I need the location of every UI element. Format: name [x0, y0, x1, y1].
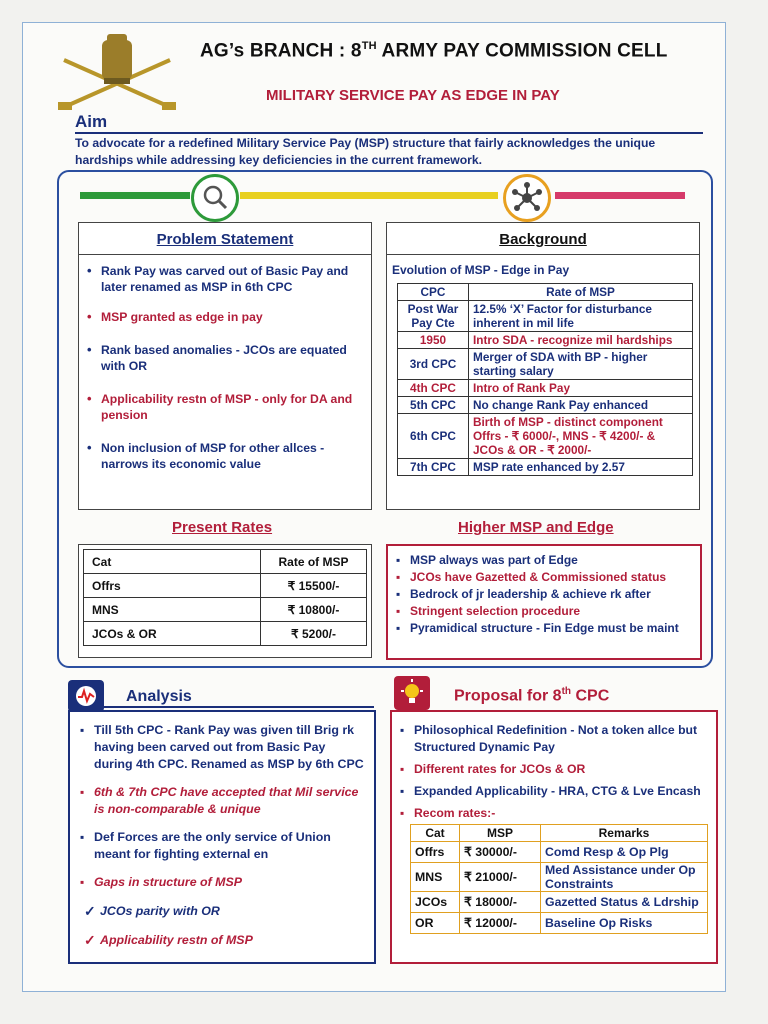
aim-heading: Aim [75, 112, 108, 131]
background-cpc: 5th CPC [398, 397, 469, 414]
recom-cat: JCOs [411, 892, 460, 913]
background-row [398, 380, 693, 397]
analysis-heading: Analysis [126, 688, 192, 705]
higher-msp-list [388, 546, 700, 636]
recom-msp: ₹ 12000/- [460, 913, 541, 934]
analysis-item: ▪ Till 5th CPC - Rank Pay was given till Brig rk having been carved out from Basic Pay during 4th CPC. Renamed as MSP by 6th CPC [78, 722, 366, 773]
aim-text: To advocate for a redefined Military Service Pay (MSP) structure that fairly acknowledges the unique hardships while addressing key deficiencies in the current framework. [75, 132, 703, 169]
rates-cat: JCOs & OR [84, 622, 261, 646]
higher-msp-item: ▪ JCOs have Gazetted & Commissioned status [394, 569, 694, 585]
green-band [80, 192, 190, 199]
recom-msp: ₹ 30000/- [460, 842, 541, 863]
document-subtitle: MILITARY SERVICE PAY AS EDGE IN PAY [266, 87, 560, 104]
problem-item: • Applicability restn of MSP - only for DA and pension [83, 391, 365, 423]
recom-rates-table [410, 824, 708, 934]
rates-value: ₹ 10800/- [261, 598, 367, 622]
background-rate: Merger of SDA with BP - higher starting salary [469, 349, 693, 380]
problem-list [79, 255, 371, 472]
higher-msp-item: ▪ Bedrock of jr leadership & achieve rk after [394, 586, 694, 602]
background-rate: Birth of MSP - distinct component Offrs - ₹ 6000/-, MNS - ₹ 4200/- & JCOs & OR - ₹ 2000/- [469, 414, 693, 459]
analysis-divider [68, 706, 374, 708]
col-remarks: Remarks [541, 825, 708, 842]
proposal-heading: Proposal for 8th CPC [454, 686, 610, 705]
recom-cat: OR [411, 913, 460, 934]
document-title: AG’s BRANCH : 8TH ARMY PAY COMMISSION CELL [200, 40, 668, 62]
col-msp: MSP [460, 825, 541, 842]
background-rate: MSP rate enhanced by 2.57 [469, 459, 693, 476]
recom-cat: Offrs [411, 842, 460, 863]
rates-row [84, 622, 367, 646]
recom-row [411, 913, 708, 934]
background-rate: Intro of Rank Pay [469, 380, 693, 397]
analysis-box [68, 710, 376, 964]
present-rates-table [83, 549, 367, 646]
problem-item: • Rank Pay was carved out of Basic Pay and later renamed as MSP in 6th CPC [83, 263, 365, 295]
background-row [398, 459, 693, 476]
background-rate: No change Rank Pay enhanced [469, 397, 693, 414]
proposal-list [392, 712, 716, 822]
higher-msp-item: ▪ Stringent selection procedure [394, 603, 694, 619]
rates-value: ₹ 15500/- [261, 574, 367, 598]
recom-cat: MNS [411, 863, 460, 892]
problem-statement-heading: Problem Statement [156, 231, 294, 248]
rates-cat: MNS [84, 598, 261, 622]
analysis-item: ✓ Applicability restn of MSP [78, 932, 366, 949]
background-cpc: 1950 [398, 332, 469, 349]
present-rates-box [78, 544, 372, 658]
recom-remarks: Med Assistance under Op Constraints [541, 863, 708, 892]
background-cpc: 7th CPC [398, 459, 469, 476]
army-emblem-icon [52, 30, 182, 115]
analysis-item: ✓ JCOs parity with OR [78, 903, 366, 920]
recom-remarks: Gazetted Status & Ldrship [541, 892, 708, 913]
search-icon [191, 174, 239, 222]
rates-row [84, 598, 367, 622]
rates-row [84, 574, 367, 598]
analysis-item: ▪ 6th & 7th CPC have accepted that Mil service is non-comparable & unique [78, 784, 366, 818]
rates-value: ₹ 5200/- [261, 622, 367, 646]
col-cat: Cat [411, 825, 460, 842]
problem-statement-box [78, 222, 372, 510]
background-row [398, 397, 693, 414]
proposal-box [390, 710, 718, 964]
background-cpc: 3rd CPC [398, 349, 469, 380]
problem-item: • Rank based anomalies - JCOs are equated with OR [83, 342, 365, 374]
recom-row [411, 892, 708, 913]
present-rates-heading: Present Rates [172, 519, 273, 536]
col-rate-of-msp: Rate of MSP [261, 550, 367, 574]
recom-remarks: Baseline Op Risks [541, 913, 708, 934]
yellow-band [240, 192, 498, 199]
problem-item: • MSP granted as edge in pay [83, 309, 365, 325]
higher-msp-item: ▪ Pyramidical structure - Fin Edge must be maint [394, 620, 694, 636]
analysis-item: ▪ Def Forces are the only service of Union meant for fighting external en [78, 829, 366, 863]
background-row [398, 332, 693, 349]
analysis-item: ▪ Gaps in structure of MSP [78, 874, 366, 891]
pink-band [555, 192, 685, 199]
proposal-item: ▪ Recom rates:- [398, 805, 708, 822]
col-cat: Cat [84, 550, 261, 574]
background-box [386, 222, 700, 510]
proposal-item: ▪ Different rates for JCOs & OR [398, 761, 708, 778]
recom-remarks: Comd Resp & Op Plg [541, 842, 708, 863]
proposal-item: ▪ Expanded Applicability - HRA, CTG & Lve Encash [398, 783, 708, 800]
background-row [398, 349, 693, 380]
higher-msp-heading: Higher MSP and Edge [458, 519, 614, 536]
background-heading: Background [499, 231, 587, 248]
background-table [397, 283, 693, 476]
background-intro: Evolution of MSP - Edge in Pay [392, 263, 570, 277]
col-rate: Rate of MSP [469, 284, 693, 301]
background-cpc: 4th CPC [398, 380, 469, 397]
background-cpc: 6th CPC [398, 414, 469, 459]
higher-msp-box [386, 544, 702, 660]
recom-msp: ₹ 21000/- [460, 863, 541, 892]
higher-msp-item: ▪ MSP always was part of Edge [394, 552, 694, 568]
analysis-list [70, 712, 374, 949]
proposal-item: ▪ Philosophical Redefinition - Not a token allce but Structured Dynamic Pay [398, 722, 708, 756]
lightbulb-icon [394, 676, 430, 710]
rates-cat: Offrs [84, 574, 261, 598]
background-row [398, 301, 693, 332]
background-cpc: Post War Pay Cte [398, 301, 469, 332]
col-cpc: CPC [398, 284, 469, 301]
recom-row [411, 842, 708, 863]
network-icon [503, 174, 551, 222]
problem-item: • Non inclusion of MSP for other allces - narrows its economic value [83, 440, 365, 472]
background-row [398, 414, 693, 459]
recom-row [411, 863, 708, 892]
background-rate: Intro SDA - recognize mil hardships [469, 332, 693, 349]
recom-msp: ₹ 18000/- [460, 892, 541, 913]
background-rate: 12.5% ‘X’ Factor for disturbance inherent in mil life [469, 301, 693, 332]
